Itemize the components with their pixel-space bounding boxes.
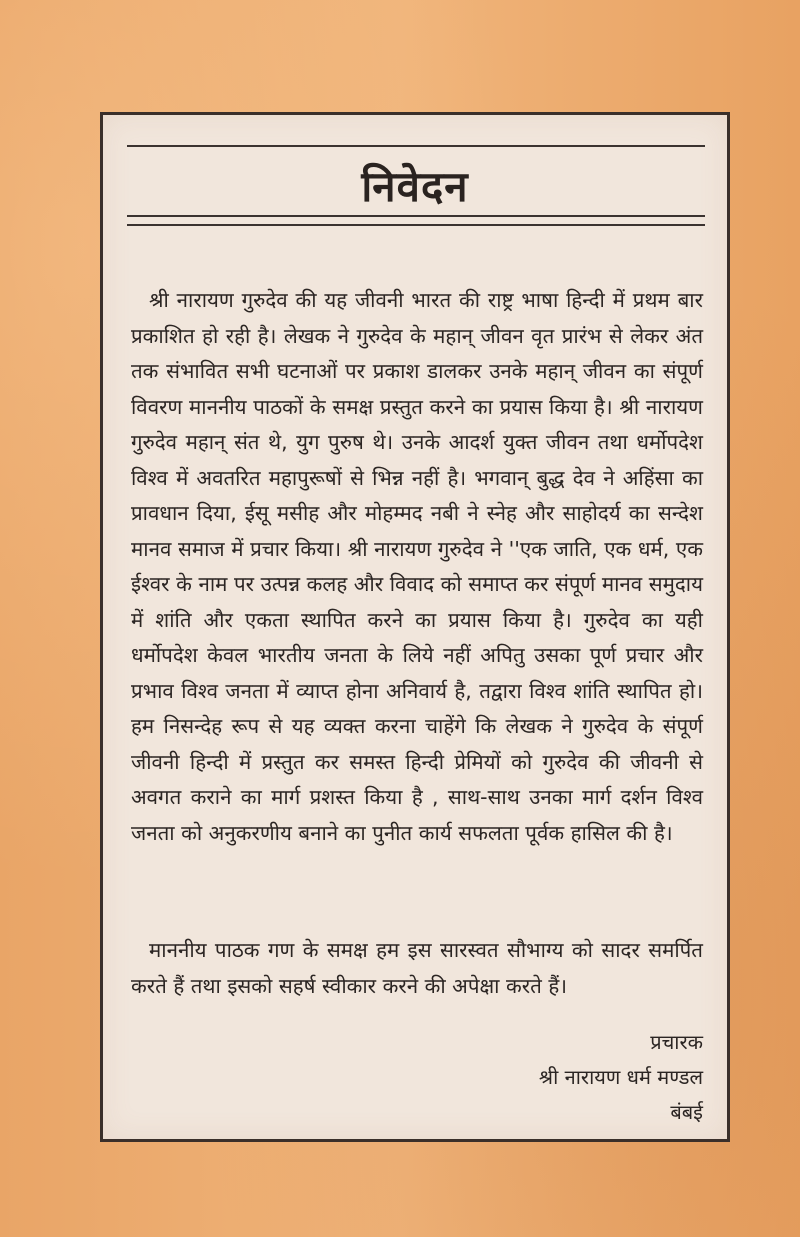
top-rule [127,145,705,147]
signature-role: प्रचारक [650,1030,703,1054]
signature-organization: श्री नारायण धर्म मण्डल [538,1065,703,1089]
body-paragraph-2: माननीय पाठक गण के समक्ष हम इस सारस्वत सौभाग्य को सादर समर्पित करते हैं तथा इसको सहर्ष स्वीकार करने की अपेक्षा करते हैं। [131,938,703,998]
body-paragraph-1: श्री नारायण गुरुदेव की यह जीवनी भारत की राष्ट्र भाषा हिन्दी में प्रथम बार प्रकाशित हो रही है। लेखक ने गुरुदेव के महान् जीवन वृत प्रारंभ से लेकर अंत तक संभावित सभी घटनाओं पर प्रकाश डालकर उनके महान् जीवन का संपूर्ण विवरण माननीय पाठकों के समक्ष प्रस्तुत करने का प्रयास किया है। श्री नारायण गुरुदेव महान् संत थे, युग पुरुष थे। उनके आदर्श युक्त जीवन तथा धर्मोपदेश विश्व में अवतरित महापुरूषों से भिन्न नहीं है। भगवान् बुद्ध देव ने अहिंसा का प्रावधान दिया, ईसू मसीह और मोहम्मद नबी ने स्नेह और साहोदर्य का सन्देश मानव समाज में प्रचार किया। श्री नारायण गुरुदेव ने ''एक जाति, एक धर्म, एक ईश्वर के नाम पर उत्पन्न कलह और विवाद को समाप्त कर संपूर्ण मानव समुदाय में शांति और एकता स्थापित करने का प्रयास किया है। गुरुदेव का यही धर्मोपदेश केवल भारतीय जनता के लिये नहीं अपितु उसका पूर्ण प्रचार और प्रभाव विश्व जनता में व्याप्त होना अनिवार्य है, तद्वारा विश्व शांति स्थापित हो। हम निसन्देह रूप से यह व्यक्त करना चाहेंगे कि लेखक ने गुरुदेव के संपूर्ण जीवनी हिन्दी में प्रस्तुत कर समस्त हिन्दी प्रेमियों को गुरुदेव की जीवनी से अवगत कराने का मार्ग प्रशस्त किया है , साथ-साथ उनका मार्ग दर्शन विश्व जनता को अनुकरणीय बनाने का पुनीत कार्य सफलता पूर्वक हासिल की है। [131,288,703,845]
page-title: निवेदन [361,162,469,211]
signature-city: बंबई [670,1100,703,1124]
signature-block [539,1025,703,1130]
page-panel [100,112,730,1142]
title-double-rule [127,215,705,226]
